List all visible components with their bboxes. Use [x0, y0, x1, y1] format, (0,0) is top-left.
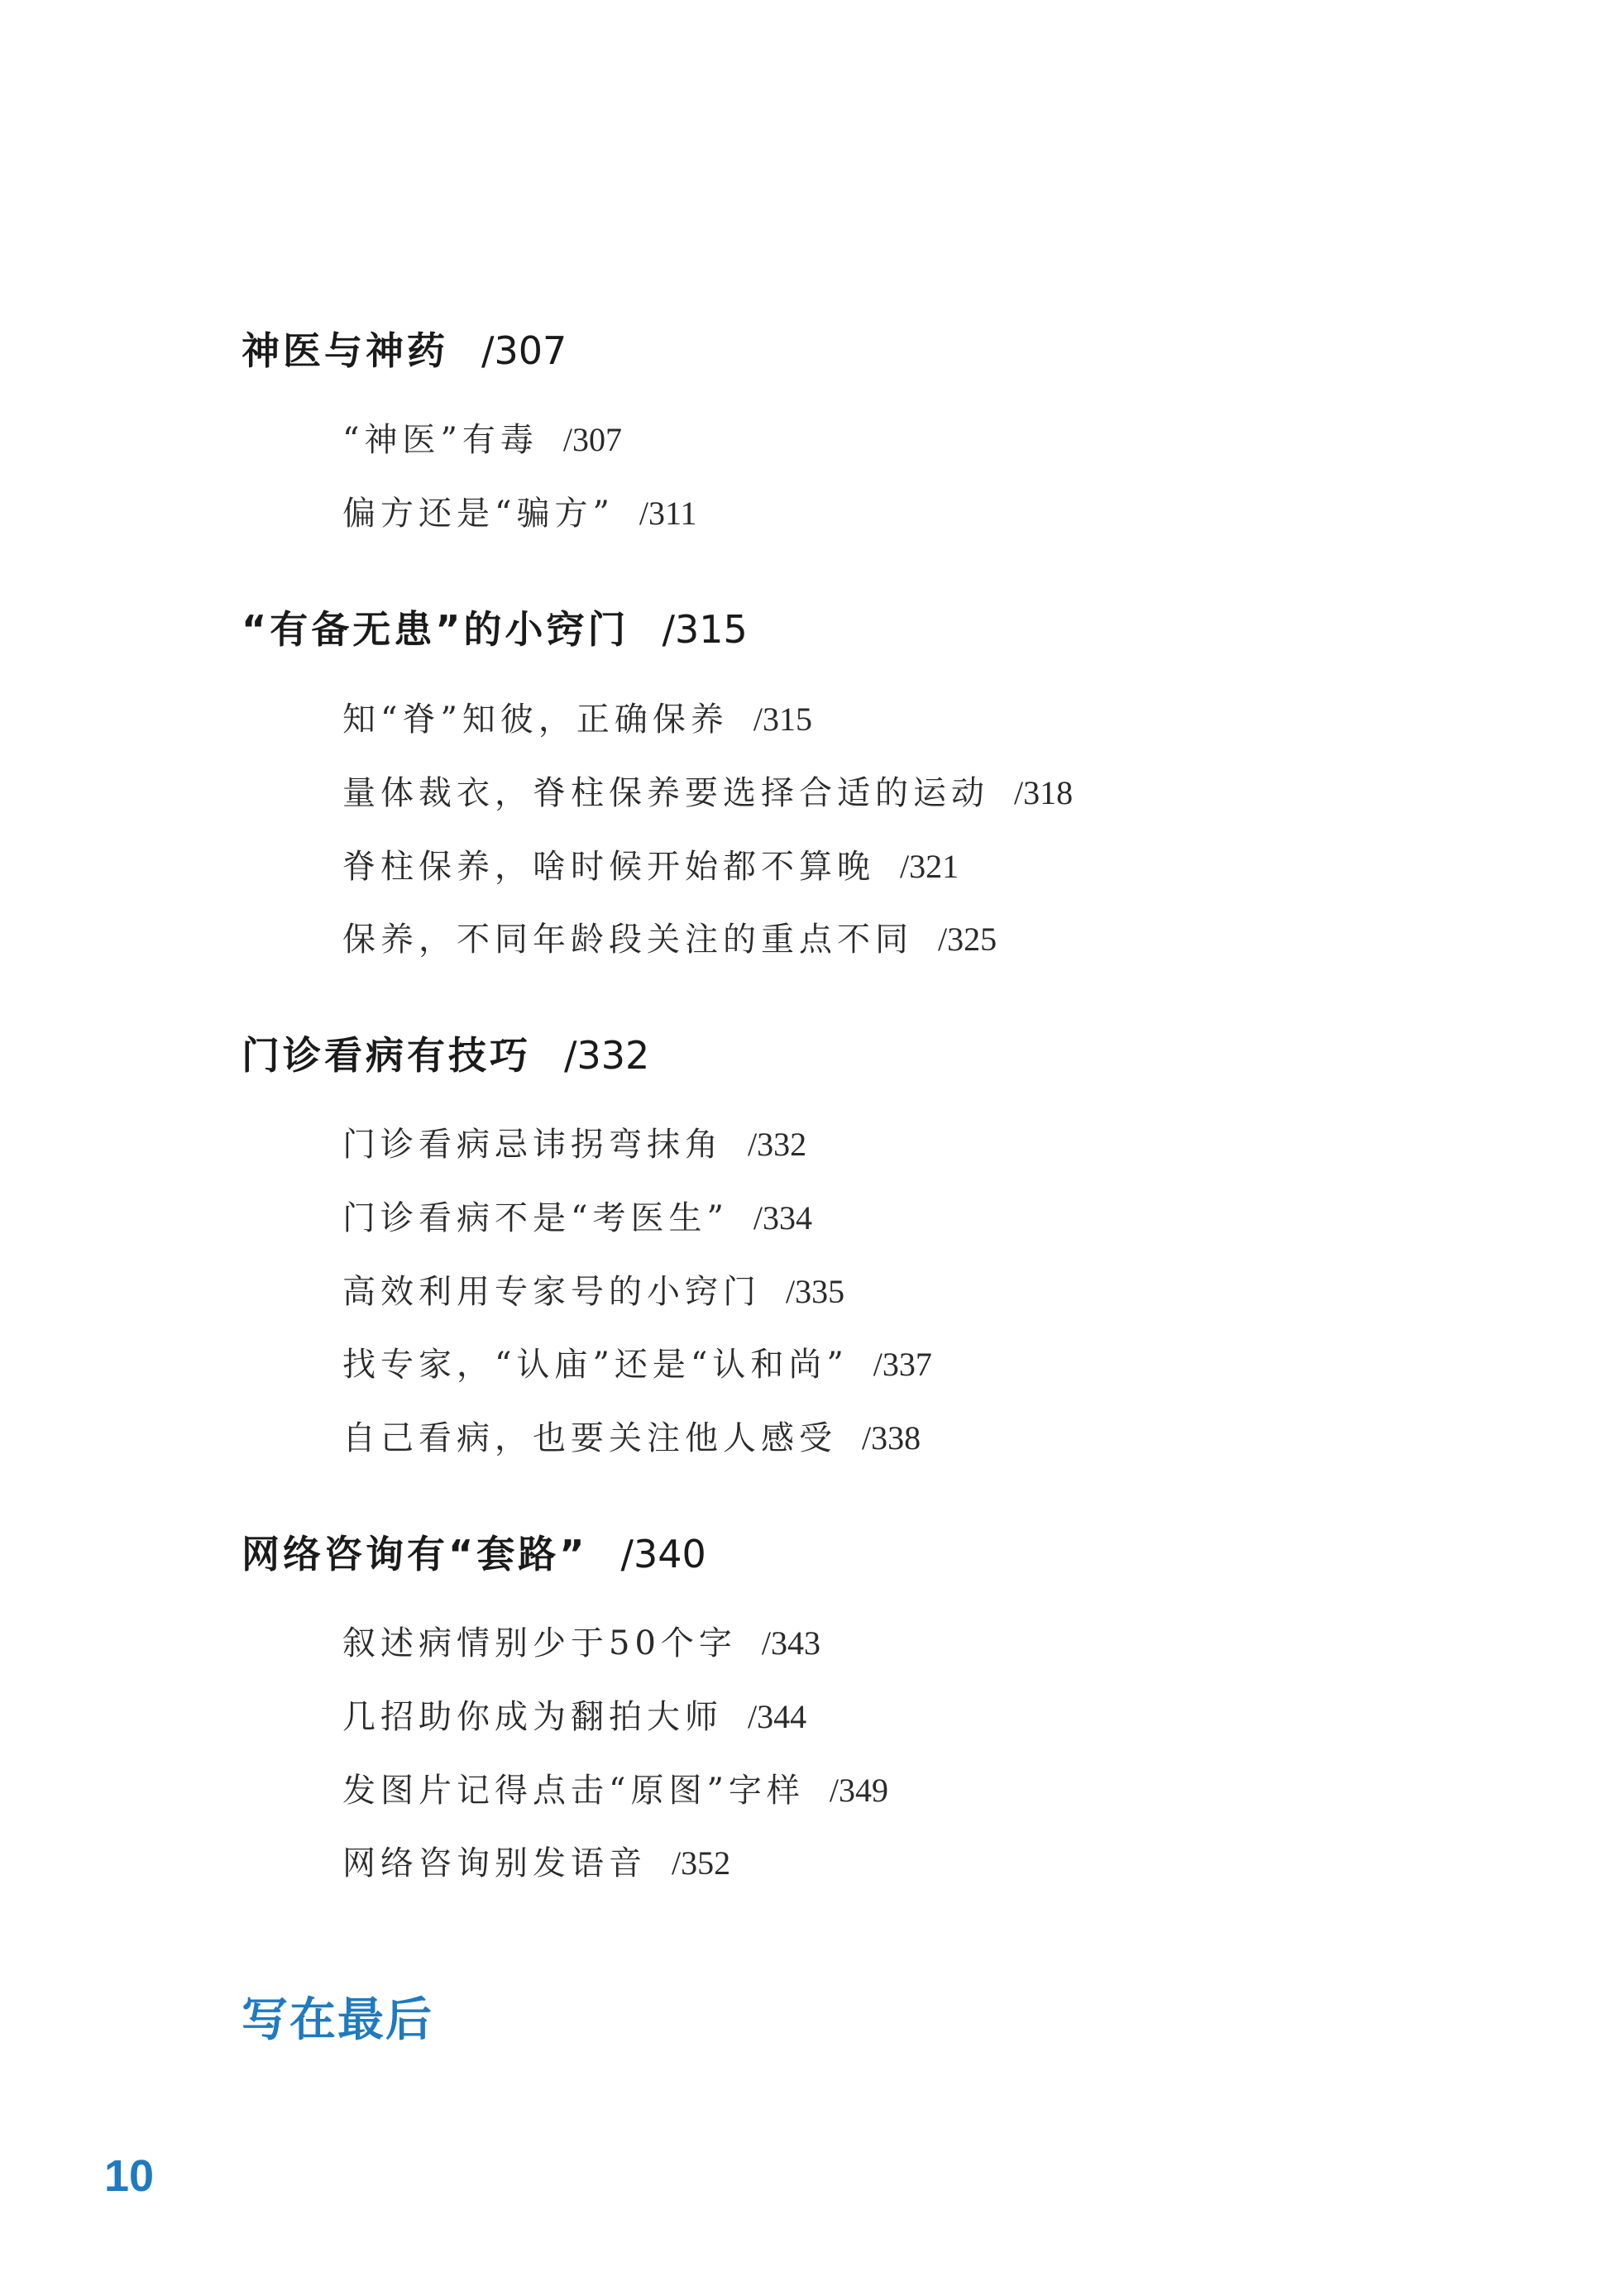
entry-text: 叙述病情别少于50个字	[342, 1624, 737, 1662]
entry-page-ref: /343	[761, 1624, 821, 1662]
entry-page-ref: /337	[873, 1346, 932, 1383]
section-title-4	[242, 1524, 706, 1579]
entry-page-ref: /325	[938, 921, 997, 958]
entry-text: 偏方还是“骗方”	[342, 495, 615, 533]
entry-text: “神医”有毒	[342, 421, 538, 459]
toc-entry	[342, 1265, 844, 1313]
closing-title: 写在最后	[242, 1992, 433, 2047]
entry-page-ref: /318	[1014, 774, 1074, 811]
entry-text: 网络咨询别发语音	[342, 1844, 647, 1882]
entry-text: 找专家，“认庙”还是“认和尚”	[342, 1346, 849, 1384]
entry-text: 量体裁衣，脊柱保养要选择合适的运动	[342, 774, 989, 812]
entry-text: 知“脊”知彼，正确保养	[342, 701, 729, 739]
entry-page-ref: /338	[862, 1419, 921, 1457]
toc-entry	[342, 693, 812, 740]
toc-entry	[342, 1338, 932, 1385]
toc-entry	[342, 1837, 730, 1884]
section-page-ref: /340	[620, 1532, 706, 1576]
section-title-text: 神医与神药	[242, 328, 448, 373]
section-page-ref: /315	[662, 607, 748, 652]
entry-page-ref: /311	[639, 495, 697, 532]
entry-page-ref: /349	[829, 1772, 889, 1809]
toc-entry	[342, 1617, 820, 1664]
entry-text: 保养，不同年龄段关注的重点不同	[342, 921, 913, 959]
toc-entry	[342, 1691, 806, 1738]
toc-entry	[342, 840, 959, 887]
toc-entry	[342, 1192, 812, 1239]
section-title-text: 门诊看病有技巧	[242, 1033, 531, 1078]
entry-text: 几招助你成为翻拍大师	[342, 1698, 723, 1736]
page-number: 10	[104, 2151, 155, 2201]
entry-text: 高效利用专家号的小窍门	[342, 1273, 761, 1311]
section-page-ref: /332	[564, 1033, 650, 1078]
entry-page-ref: /321	[900, 848, 959, 885]
entry-text: 脊柱保养，啥时候开始都不算晚	[342, 848, 875, 886]
entry-page-ref: /352	[672, 1844, 731, 1882]
section-title-text: 网络咨询有“套路”	[242, 1532, 588, 1576]
entry-page-ref: /335	[786, 1273, 845, 1310]
section-title-2	[242, 600, 748, 654]
entry-text: 发图片记得点击“原图”字样	[342, 1772, 805, 1810]
section-page-ref: /307	[481, 328, 567, 373]
entry-text: 门诊看病不是“考医生”	[342, 1199, 729, 1237]
toc-entry	[342, 1412, 921, 1459]
section-title-text: “有备无患”的小窍门	[242, 607, 629, 652]
toc-entry	[342, 767, 1073, 814]
entry-page-ref: /315	[753, 701, 813, 738]
section-title-3	[242, 1026, 649, 1080]
entry-text: 自己看病，也要关注他人感受	[342, 1419, 837, 1457]
entry-page-ref: /334	[753, 1199, 813, 1236]
section-title-1	[242, 321, 567, 375]
toc-entry	[342, 487, 697, 534]
entry-text: 门诊看病忌讳拐弯抹角	[342, 1126, 723, 1164]
toc-entry	[342, 1118, 806, 1165]
toc-entry	[342, 913, 997, 960]
entry-page-ref: /307	[562, 421, 623, 458]
entry-page-ref: /332	[748, 1126, 807, 1163]
entry-page-ref: /344	[748, 1698, 807, 1735]
toc-entry	[342, 1764, 888, 1811]
toc-entry	[342, 414, 622, 461]
